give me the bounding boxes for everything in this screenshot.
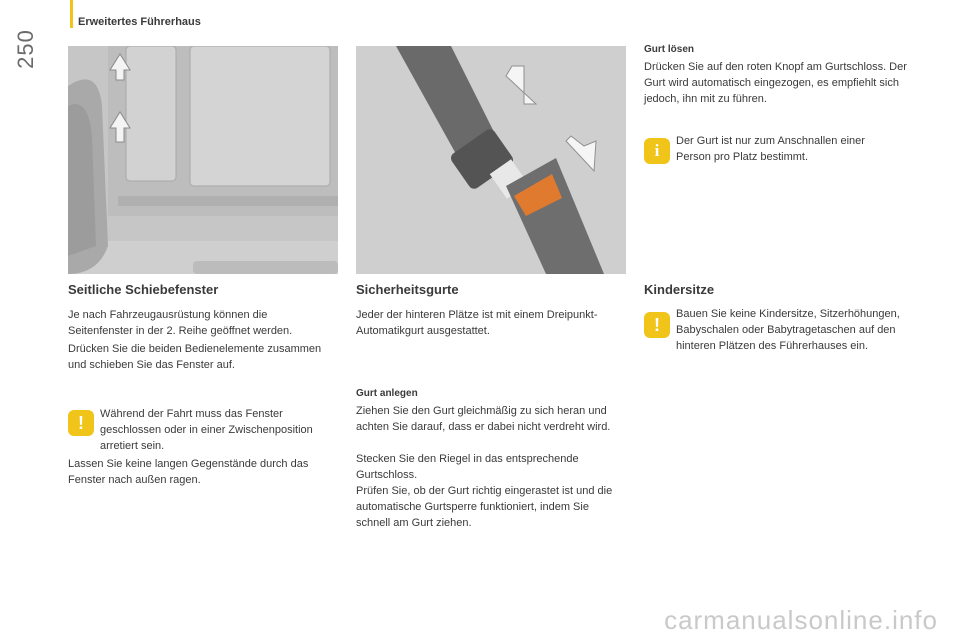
watermark: carmanualsonline.info	[664, 605, 938, 635]
sliding-windows-warning: Während der Fahrt muss das Fenster geschlossen oder in einer Zwischenposition arretiert sein.	[100, 408, 313, 452]
belt-info-note: Der Gurt ist nur zum Anschnallen einer Person pro Platz bestimmt.	[676, 135, 865, 163]
sliding-windows-intro: Je nach Fahrzeugausrüstung können die Seitenfenster in der 2. Reihe geöffnet werden.	[68, 309, 293, 337]
warning-icon: !	[644, 312, 670, 338]
fasten-belt-step-2: Stecken Sie den Riegel in das entsprechende Gurtschloss.	[356, 453, 579, 481]
sliding-windows-note: Lassen Sie keine langen Gegenstände durch das Fenster nach außen ragen.	[68, 458, 309, 486]
fasten-belt-step-1: Ziehen Sie den Gurt gleichmäßig zu sich heran und achten Sie darauf, dass er dabei nicht verdreht wird.	[356, 405, 611, 433]
sliding-windows-title: Seitliche Schiebefenster	[68, 282, 219, 297]
page-number: 250	[13, 29, 38, 69]
sliding-windows-instruction: Drücken Sie die beiden Bedienelemente zusammen und schieben Sie das Fenster auf.	[68, 343, 322, 371]
seatbelt-drawing	[356, 46, 626, 274]
fasten-belt-subheading: Gurt anlegen	[356, 388, 418, 399]
fasten-belt-step-3: Prüfen Sie, ob der Gurt richtig eingerastet ist und die automatische Gurtsperre funktioniert, indem Sie schnell am Gurt ziehen.	[356, 485, 613, 529]
warning-icon: !	[68, 410, 94, 436]
seatbelts-intro: Jeder der hinteren Plätze ist mit einem Dreipunkt-Automatikgurt ausgestattet.	[356, 309, 598, 337]
sliding-window-illustration	[68, 46, 338, 274]
section-header-title: Erweitertes Führerhaus	[78, 16, 201, 28]
release-belt-text: Drücken Sie auf den roten Knopf am Gurtschloss. Der Gurt wird automatisch eingezogen, es empfiehlt sich jedoch, ihn mit zu führen.	[644, 61, 907, 105]
child-seats-warning: Bauen Sie keine Kindersitze, Sitzerhöhungen, Babyschalen oder Babytragetaschen auf den hinteren Plätzen des Führerhauses ein.	[676, 308, 900, 352]
seatbelt-illustration	[356, 46, 626, 274]
header-accent-bar	[70, 0, 73, 28]
info-icon: i	[644, 138, 670, 164]
release-belt-subheading: Gurt lösen	[644, 44, 695, 55]
child-seats-title: Kindersitze	[644, 282, 715, 297]
seatbelts-title: Sicherheitsgurte	[356, 282, 459, 297]
sliding-window-drawing	[68, 46, 338, 274]
